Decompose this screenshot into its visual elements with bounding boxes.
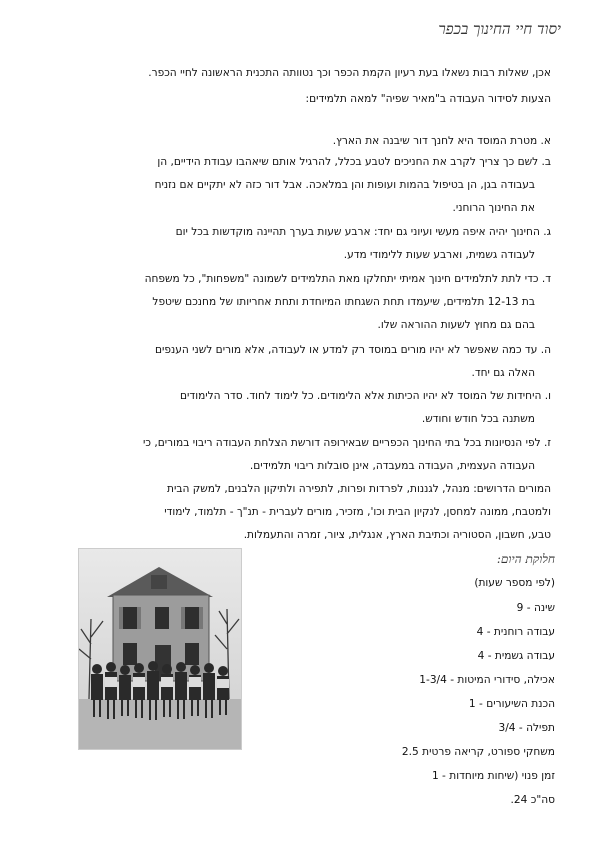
- intro-line-1: אכן, שאלות רבות נשאלו בעת רעיון הקמת הכפר וכך נטוותה התכנית הראשונה לחיי הכפר.: [148, 67, 551, 79]
- item-d-line-1: ד. כדי לתת לתלמידים חינוך אמיתי יתחלקו מאת התלמידים לשמונה "משפחות", כל משפחה: [144, 273, 551, 285]
- item-b-line-1: ב. לשם כך צריך לקרב את החניכים לטבע בכלל, להרגיל אותם שיאהבו עבודת הידיים, הן: [157, 156, 551, 168]
- photo-image: [79, 549, 241, 749]
- item-v-line-1: ו. היחידות של המוסד לא יהיו הכיתות אלא הלימודים. כל לימוד לחוד. סדר הלימודים: [180, 390, 551, 402]
- schedule-item: הכנת השיעורים - 1: [468, 698, 555, 710]
- teachers-line-2: ולמטבח, ממונה למחסן, לנקיון הבית וכו', מזכיר, מורים לעברית - תנ"ך - תלמוד, לימודי: [164, 506, 551, 518]
- item-v-line-2: משתנה בכל חודש וחודש.: [421, 413, 535, 425]
- page-title: יסוד חיי החינוך בכפר: [438, 20, 561, 38]
- item-h-line-2: האלה גם יחד.: [471, 367, 535, 379]
- item-d-line-3: בהם גם מחוץ לשעות ההוראה שלו.: [377, 319, 535, 331]
- historic-photo: [78, 548, 242, 750]
- item-d-line-2: בת 12-13 תלמידים, שיעמדו תחת השגחתו המיוחדת ותחת אחריותו של מחנכם שיטפל: [152, 296, 535, 308]
- item-g-line-1: ג. החינוך יהיה איפה מעשי ועיוני גם יחד: ארבע שעות בערך תהיינה מוקדשות בכל יום: [175, 226, 551, 238]
- intro-line-2: הצעות לסידור העבודה ב"מאיר שפיה" למאה תלמידים:: [305, 93, 551, 105]
- item-b-line-2: בעבודה בגן, הן בטיפול בהמות ועופות והן במלאכה. אבל דור כזה לא יתקיים אם נזניח: [154, 179, 535, 191]
- item-a: א. מטרת המוסד היא לחנך דור שיבנה את הארץ.: [332, 135, 551, 147]
- item-z-line-2: העבודה העצמית, העבודה במעבדה, אינן סובלות ריבוי תלמידים.: [249, 460, 535, 472]
- schedule-item: עבודה גשמית - 4: [477, 650, 555, 662]
- item-g-line-2: לעבודה גשמית, וארבע שעות ללימודי מדע.: [343, 249, 535, 261]
- schedule-item: עבודה רוחנית - 4: [476, 626, 555, 638]
- schedule-subheading: (לפי מספר שעות): [474, 577, 555, 589]
- schedule-item: שינה - 9: [516, 602, 555, 614]
- schedule-heading: חלוקת היום:: [496, 552, 555, 566]
- schedule-item: זמן פנוי (שיחות מיוחדות - 1: [431, 770, 555, 782]
- item-b-line-3: את החינוך הרוחני.: [452, 202, 535, 214]
- item-z-line-1: ז. לפי הנסיונות בכל בתי החינוך הכפריים שבאירופה דורשת הצלחת העבודה ריבוי במורים, כי: [143, 437, 551, 449]
- teachers-line-1: המורים הדרושים: מנהל, לגננות, לפרדות ופרות, לתפירה ולתיקון הלבנים, למשק הבית: [167, 483, 551, 495]
- teachers-line-3: טבע, חשבון, הסטוריה וכתיבת הארץ, אנגלית, ציור, זמרה והתעמלות.: [243, 529, 551, 541]
- schedule-item: משחקי ספורט, קריאה פרטית 2.5: [401, 746, 555, 758]
- item-h-line-1: ה. עד כמה שאפשר לא יהיו מורים במוסד רק למדע או לעבודה, אלא מורים לשני הענפים: [154, 344, 551, 356]
- schedule-item: תפילה - 3/4: [498, 722, 555, 734]
- schedule-item: סה"כ 24.: [510, 794, 555, 806]
- schedule-item: אכילה, סידורי המיטות - 1-3/4: [419, 674, 555, 686]
